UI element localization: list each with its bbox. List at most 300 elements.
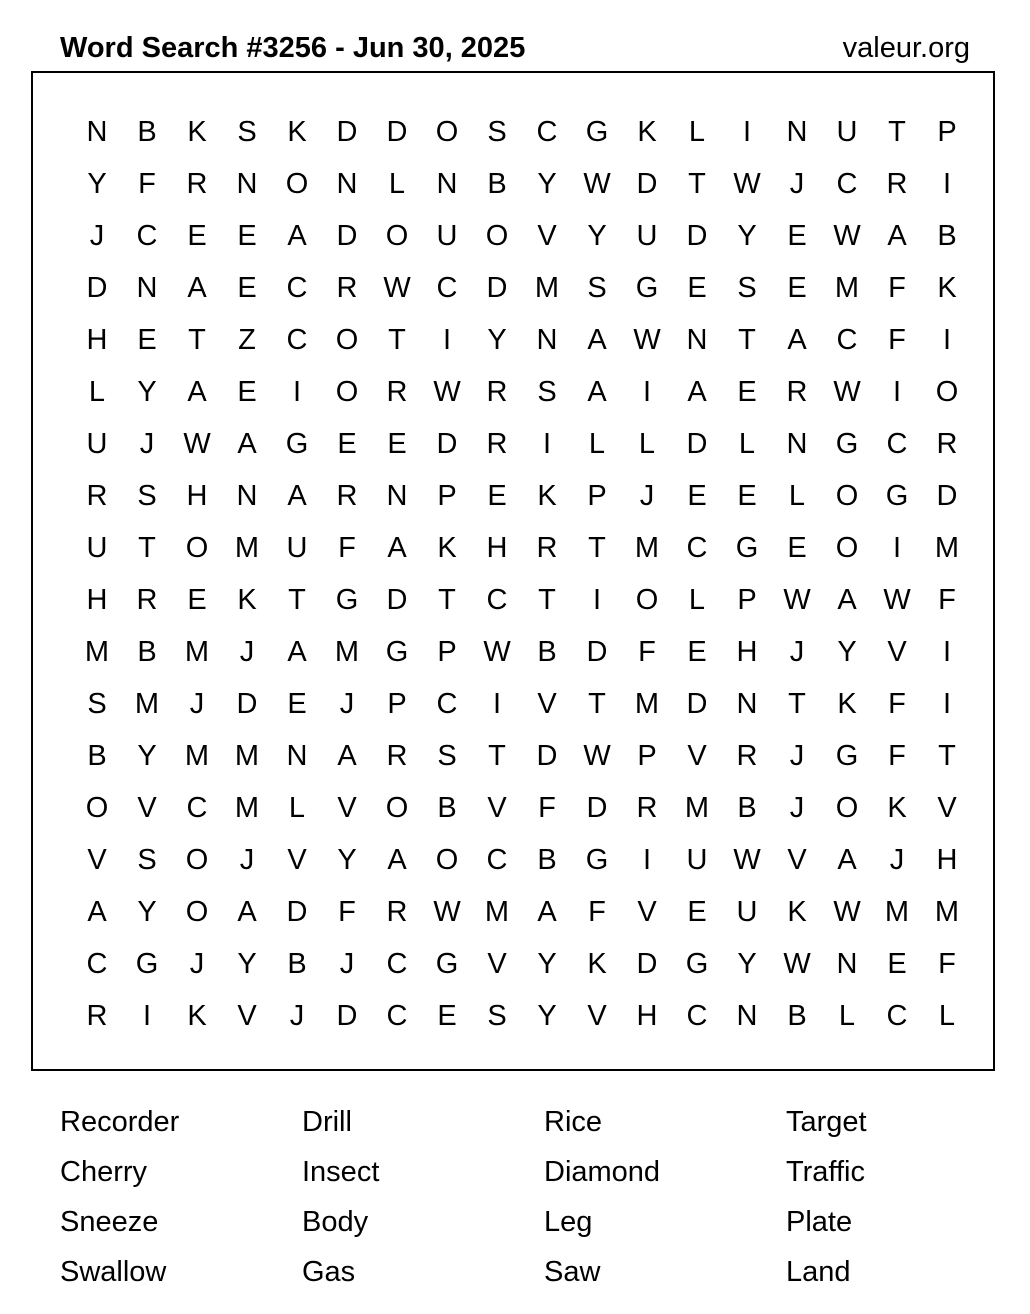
- grid-cell[interactable]: P: [437, 479, 457, 512]
- grid-cell[interactable]: T: [188, 323, 206, 356]
- grid-cell[interactable]: I: [292, 375, 302, 408]
- grid-cell[interactable]: B: [737, 791, 757, 824]
- grid-cell[interactable]: U: [836, 115, 858, 148]
- grid-cell[interactable]: H: [486, 531, 508, 564]
- grid-cell[interactable]: V: [137, 791, 157, 824]
- grid-cell[interactable]: O: [435, 843, 459, 876]
- grid-cell[interactable]: W: [583, 739, 611, 772]
- grid-cell[interactable]: N: [536, 323, 558, 356]
- grid-cell[interactable]: Y: [87, 167, 107, 200]
- grid-cell[interactable]: M: [134, 687, 160, 720]
- grid-cell[interactable]: T: [588, 531, 606, 564]
- grid-cell[interactable]: A: [387, 531, 407, 564]
- grid-cell[interactable]: E: [137, 323, 157, 356]
- grid-cell[interactable]: D: [586, 635, 608, 668]
- grid-cell[interactable]: S: [537, 375, 557, 408]
- grid-cell[interactable]: L: [388, 167, 406, 200]
- grid-cell[interactable]: W: [783, 583, 811, 616]
- grid-cell[interactable]: E: [787, 271, 807, 304]
- grid-cell[interactable]: T: [388, 323, 406, 356]
- grid-cell[interactable]: R: [736, 739, 758, 772]
- grid-cell[interactable]: N: [236, 479, 258, 512]
- grid-cell[interactable]: K: [887, 791, 907, 824]
- grid-cell[interactable]: E: [437, 999, 457, 1032]
- grid-cell[interactable]: R: [136, 583, 158, 616]
- grid-cell[interactable]: W: [383, 271, 411, 304]
- grid-cell[interactable]: J: [789, 739, 805, 772]
- grid-cell[interactable]: A: [237, 427, 257, 460]
- grid-cell[interactable]: C: [86, 947, 108, 980]
- grid-cell[interactable]: A: [287, 479, 307, 512]
- grid-cell[interactable]: Y: [737, 219, 757, 252]
- grid-cell[interactable]: R: [486, 427, 508, 460]
- grid-cell[interactable]: A: [187, 375, 207, 408]
- grid-cell[interactable]: N: [336, 167, 358, 200]
- grid-cell[interactable]: T: [538, 583, 556, 616]
- grid-cell[interactable]: M: [934, 895, 960, 928]
- grid-cell[interactable]: F: [888, 687, 906, 720]
- grid-cell[interactable]: K: [937, 271, 957, 304]
- grid-cell[interactable]: L: [738, 427, 756, 460]
- grid-cell[interactable]: E: [887, 947, 907, 980]
- grid-cell[interactable]: W: [583, 167, 611, 200]
- grid-cell[interactable]: R: [386, 375, 408, 408]
- grid-cell[interactable]: M: [934, 531, 960, 564]
- grid-cell[interactable]: D: [336, 999, 358, 1032]
- grid-cell[interactable]: S: [487, 115, 507, 148]
- grid-cell[interactable]: A: [837, 583, 857, 616]
- grid-cell[interactable]: S: [587, 271, 607, 304]
- grid-cell[interactable]: C: [536, 115, 558, 148]
- grid-cell[interactable]: T: [688, 167, 706, 200]
- grid-cell[interactable]: J: [189, 947, 205, 980]
- grid-cell[interactable]: A: [187, 271, 207, 304]
- grid-cell[interactable]: U: [286, 531, 308, 564]
- grid-cell[interactable]: A: [837, 843, 857, 876]
- grid-cell[interactable]: E: [387, 427, 407, 460]
- grid-cell[interactable]: P: [587, 479, 607, 512]
- grid-cell[interactable]: W: [183, 427, 211, 460]
- grid-cell[interactable]: M: [884, 895, 910, 928]
- grid-cell[interactable]: R: [86, 999, 108, 1032]
- grid-cell[interactable]: M: [484, 895, 510, 928]
- grid-cell[interactable]: W: [633, 323, 661, 356]
- grid-cell[interactable]: D: [636, 167, 658, 200]
- grid-cell[interactable]: R: [386, 739, 408, 772]
- grid-cell[interactable]: A: [537, 895, 557, 928]
- grid-cell[interactable]: S: [487, 999, 507, 1032]
- grid-cell[interactable]: C: [836, 167, 858, 200]
- grid-cell[interactable]: O: [185, 895, 209, 928]
- grid-cell[interactable]: G: [635, 271, 659, 304]
- grid-cell[interactable]: F: [638, 635, 656, 668]
- grid-cell[interactable]: D: [336, 219, 358, 252]
- grid-cell[interactable]: I: [942, 323, 952, 356]
- grid-cell[interactable]: B: [487, 167, 507, 200]
- grid-cell[interactable]: L: [638, 427, 656, 460]
- grid-cell[interactable]: G: [735, 531, 759, 564]
- grid-cell[interactable]: L: [288, 791, 306, 824]
- grid-cell[interactable]: O: [185, 531, 209, 564]
- grid-cell[interactable]: A: [687, 375, 707, 408]
- grid-cell[interactable]: F: [888, 323, 906, 356]
- grid-cell[interactable]: A: [887, 219, 907, 252]
- grid-cell[interactable]: L: [838, 999, 856, 1032]
- grid-cell[interactable]: Y: [737, 947, 757, 980]
- grid-cell[interactable]: M: [184, 635, 210, 668]
- grid-cell[interactable]: B: [287, 947, 307, 980]
- grid-cell[interactable]: L: [88, 375, 106, 408]
- grid-cell[interactable]: E: [287, 687, 307, 720]
- grid-cell[interactable]: C: [436, 687, 458, 720]
- grid-cell[interactable]: U: [736, 895, 758, 928]
- grid-cell[interactable]: L: [688, 583, 706, 616]
- grid-cell[interactable]: F: [338, 531, 356, 564]
- grid-cell[interactable]: W: [833, 375, 861, 408]
- grid-cell[interactable]: W: [833, 219, 861, 252]
- grid-cell[interactable]: I: [892, 531, 902, 564]
- grid-cell[interactable]: R: [186, 167, 208, 200]
- grid-cell[interactable]: M: [234, 739, 260, 772]
- grid-cell[interactable]: W: [783, 947, 811, 980]
- grid-cell[interactable]: I: [942, 687, 952, 720]
- grid-cell[interactable]: S: [437, 739, 457, 772]
- grid-cell[interactable]: N: [836, 947, 858, 980]
- grid-cell[interactable]: F: [588, 895, 606, 928]
- grid-cell[interactable]: Y: [237, 947, 257, 980]
- grid-cell[interactable]: B: [787, 999, 807, 1032]
- grid-cell[interactable]: V: [887, 635, 907, 668]
- grid-cell[interactable]: E: [737, 479, 757, 512]
- grid-cell[interactable]: M: [834, 271, 860, 304]
- grid-cell[interactable]: O: [485, 219, 509, 252]
- grid-cell[interactable]: D: [536, 739, 558, 772]
- grid-cell[interactable]: R: [786, 375, 808, 408]
- grid-cell[interactable]: R: [336, 479, 358, 512]
- grid-cell[interactable]: J: [789, 791, 805, 824]
- grid-cell[interactable]: K: [537, 479, 557, 512]
- grid-cell[interactable]: H: [636, 999, 658, 1032]
- grid-cell[interactable]: E: [787, 531, 807, 564]
- grid-cell[interactable]: B: [437, 791, 457, 824]
- grid-cell[interactable]: N: [736, 687, 758, 720]
- grid-cell[interactable]: L: [938, 999, 956, 1032]
- grid-cell[interactable]: G: [835, 427, 859, 460]
- grid-cell[interactable]: R: [536, 531, 558, 564]
- grid-cell[interactable]: W: [433, 895, 461, 928]
- grid-cell[interactable]: I: [592, 583, 602, 616]
- grid-cell[interactable]: H: [86, 583, 108, 616]
- grid-cell[interactable]: T: [888, 115, 906, 148]
- grid-cell[interactable]: O: [935, 375, 959, 408]
- grid-cell[interactable]: F: [938, 583, 956, 616]
- grid-cell[interactable]: P: [637, 739, 657, 772]
- grid-cell[interactable]: G: [585, 843, 609, 876]
- grid-cell[interactable]: E: [187, 219, 207, 252]
- grid-cell[interactable]: C: [486, 583, 508, 616]
- grid-cell[interactable]: B: [87, 739, 107, 772]
- grid-cell[interactable]: E: [337, 427, 357, 460]
- grid-cell[interactable]: J: [639, 479, 655, 512]
- grid-cell[interactable]: B: [537, 843, 557, 876]
- grid-cell[interactable]: M: [84, 635, 110, 668]
- grid-cell[interactable]: G: [335, 583, 359, 616]
- grid-cell[interactable]: E: [187, 583, 207, 616]
- grid-cell[interactable]: E: [687, 635, 707, 668]
- grid-cell[interactable]: E: [737, 375, 757, 408]
- grid-cell[interactable]: I: [642, 843, 652, 876]
- grid-cell[interactable]: G: [685, 947, 709, 980]
- grid-cell[interactable]: C: [686, 999, 708, 1032]
- grid-cell[interactable]: E: [487, 479, 507, 512]
- grid-cell[interactable]: N: [786, 427, 808, 460]
- grid-cell[interactable]: N: [386, 479, 408, 512]
- grid-cell[interactable]: J: [889, 843, 905, 876]
- grid-cell[interactable]: Y: [137, 895, 157, 928]
- grid-cell[interactable]: F: [338, 895, 356, 928]
- grid-cell[interactable]: J: [339, 687, 355, 720]
- grid-cell[interactable]: V: [937, 791, 957, 824]
- grid-cell[interactable]: S: [737, 271, 757, 304]
- grid-cell[interactable]: Y: [537, 167, 557, 200]
- grid-cell[interactable]: K: [187, 115, 207, 148]
- grid-cell[interactable]: A: [237, 895, 257, 928]
- grid-cell[interactable]: F: [938, 947, 956, 980]
- grid-cell[interactable]: A: [337, 739, 357, 772]
- grid-cell[interactable]: O: [835, 531, 859, 564]
- grid-cell[interactable]: Y: [137, 739, 157, 772]
- grid-cell[interactable]: D: [236, 687, 258, 720]
- grid-cell[interactable]: J: [789, 167, 805, 200]
- grid-cell[interactable]: D: [386, 115, 408, 148]
- grid-cell[interactable]: V: [787, 843, 807, 876]
- grid-cell[interactable]: N: [286, 739, 308, 772]
- grid-cell[interactable]: O: [835, 479, 859, 512]
- grid-cell[interactable]: R: [86, 479, 108, 512]
- grid-cell[interactable]: O: [85, 791, 109, 824]
- grid-cell[interactable]: D: [486, 271, 508, 304]
- grid-cell[interactable]: L: [588, 427, 606, 460]
- grid-cell[interactable]: I: [442, 323, 452, 356]
- grid-cell[interactable]: M: [534, 271, 560, 304]
- grid-cell[interactable]: R: [336, 271, 358, 304]
- grid-cell[interactable]: R: [386, 895, 408, 928]
- grid-cell[interactable]: H: [936, 843, 958, 876]
- grid-cell[interactable]: E: [687, 479, 707, 512]
- grid-cell[interactable]: O: [335, 323, 359, 356]
- grid-cell[interactable]: P: [437, 635, 457, 668]
- grid-cell[interactable]: G: [585, 115, 609, 148]
- grid-cell[interactable]: A: [287, 219, 307, 252]
- grid-cell[interactable]: W: [883, 583, 911, 616]
- grid-cell[interactable]: A: [87, 895, 107, 928]
- grid-cell[interactable]: C: [486, 843, 508, 876]
- grid-cell[interactable]: J: [239, 635, 255, 668]
- grid-cell[interactable]: P: [737, 583, 757, 616]
- grid-cell[interactable]: E: [787, 219, 807, 252]
- grid-cell[interactable]: B: [137, 115, 157, 148]
- grid-cell[interactable]: H: [86, 323, 108, 356]
- grid-cell[interactable]: G: [835, 739, 859, 772]
- grid-cell[interactable]: W: [733, 843, 761, 876]
- grid-cell[interactable]: N: [86, 115, 108, 148]
- grid-cell[interactable]: D: [686, 687, 708, 720]
- grid-cell[interactable]: U: [86, 531, 108, 564]
- grid-cell[interactable]: O: [835, 791, 859, 824]
- grid-cell[interactable]: D: [636, 947, 658, 980]
- grid-cell[interactable]: Y: [537, 947, 557, 980]
- grid-cell[interactable]: T: [588, 687, 606, 720]
- grid-cell[interactable]: W: [483, 635, 511, 668]
- grid-cell[interactable]: O: [185, 843, 209, 876]
- grid-cell[interactable]: T: [938, 739, 956, 772]
- grid-cell[interactable]: J: [239, 843, 255, 876]
- grid-cell[interactable]: K: [237, 583, 257, 616]
- grid-cell[interactable]: Y: [587, 219, 607, 252]
- grid-cell[interactable]: W: [733, 167, 761, 200]
- grid-cell[interactable]: P: [937, 115, 957, 148]
- grid-cell[interactable]: C: [386, 999, 408, 1032]
- grid-cell[interactable]: V: [237, 999, 257, 1032]
- grid-cell[interactable]: Y: [537, 999, 557, 1032]
- grid-cell[interactable]: L: [788, 479, 806, 512]
- grid-cell[interactable]: C: [836, 323, 858, 356]
- grid-cell[interactable]: M: [234, 791, 260, 824]
- grid-cell[interactable]: R: [886, 167, 908, 200]
- grid-cell[interactable]: O: [385, 219, 409, 252]
- grid-cell[interactable]: V: [637, 895, 657, 928]
- grid-cell[interactable]: T: [738, 323, 756, 356]
- grid-cell[interactable]: V: [337, 791, 357, 824]
- grid-cell[interactable]: B: [937, 219, 957, 252]
- grid-cell[interactable]: V: [87, 843, 107, 876]
- grid-cell[interactable]: O: [335, 375, 359, 408]
- grid-cell[interactable]: E: [237, 271, 257, 304]
- grid-cell[interactable]: J: [89, 219, 105, 252]
- grid-cell[interactable]: G: [385, 635, 409, 668]
- grid-cell[interactable]: K: [787, 895, 807, 928]
- grid-cell[interactable]: P: [387, 687, 407, 720]
- grid-cell[interactable]: R: [486, 375, 508, 408]
- grid-cell[interactable]: V: [487, 791, 507, 824]
- grid-cell[interactable]: R: [936, 427, 958, 460]
- grid-cell[interactable]: V: [487, 947, 507, 980]
- grid-cell[interactable]: E: [687, 895, 707, 928]
- grid-cell[interactable]: D: [686, 219, 708, 252]
- grid-cell[interactable]: O: [385, 791, 409, 824]
- grid-cell[interactable]: A: [587, 375, 607, 408]
- grid-cell[interactable]: T: [288, 583, 306, 616]
- grid-cell[interactable]: A: [587, 323, 607, 356]
- grid-cell[interactable]: C: [886, 427, 908, 460]
- grid-cell[interactable]: E: [237, 375, 257, 408]
- grid-cell[interactable]: Y: [837, 635, 857, 668]
- grid-cell[interactable]: K: [587, 947, 607, 980]
- grid-cell[interactable]: F: [138, 167, 156, 200]
- grid-cell[interactable]: G: [435, 947, 459, 980]
- grid-cell[interactable]: A: [287, 635, 307, 668]
- grid-cell[interactable]: O: [285, 167, 309, 200]
- grid-cell[interactable]: I: [142, 999, 152, 1032]
- grid-cell[interactable]: V: [587, 999, 607, 1032]
- grid-cell[interactable]: B: [537, 635, 557, 668]
- grid-cell[interactable]: M: [234, 531, 260, 564]
- grid-cell[interactable]: C: [686, 531, 708, 564]
- grid-cell[interactable]: Y: [337, 843, 357, 876]
- grid-cell[interactable]: W: [433, 375, 461, 408]
- grid-cell[interactable]: W: [833, 895, 861, 928]
- grid-cell[interactable]: T: [438, 583, 456, 616]
- grid-cell[interactable]: V: [537, 687, 557, 720]
- grid-cell[interactable]: I: [492, 687, 502, 720]
- grid-cell[interactable]: U: [636, 219, 658, 252]
- grid-cell[interactable]: C: [386, 947, 408, 980]
- grid-cell[interactable]: C: [286, 323, 308, 356]
- grid-cell[interactable]: E: [687, 271, 707, 304]
- grid-cell[interactable]: Y: [137, 375, 157, 408]
- grid-cell[interactable]: N: [136, 271, 158, 304]
- grid-cell[interactable]: T: [488, 739, 506, 772]
- grid-cell[interactable]: A: [787, 323, 807, 356]
- grid-cell[interactable]: S: [237, 115, 257, 148]
- grid-cell[interactable]: D: [936, 479, 958, 512]
- grid-cell[interactable]: I: [942, 167, 952, 200]
- grid-cell[interactable]: H: [186, 479, 208, 512]
- grid-cell[interactable]: D: [386, 583, 408, 616]
- grid-cell[interactable]: K: [637, 115, 657, 148]
- grid-cell[interactable]: G: [285, 427, 309, 460]
- grid-cell[interactable]: F: [538, 791, 556, 824]
- grid-cell[interactable]: T: [138, 531, 156, 564]
- grid-cell[interactable]: C: [286, 271, 308, 304]
- grid-cell[interactable]: U: [86, 427, 108, 460]
- grid-cell[interactable]: C: [886, 999, 908, 1032]
- grid-cell[interactable]: O: [435, 115, 459, 148]
- grid-cell[interactable]: T: [788, 687, 806, 720]
- grid-cell[interactable]: C: [136, 219, 158, 252]
- grid-cell[interactable]: N: [686, 323, 708, 356]
- grid-cell[interactable]: J: [189, 687, 205, 720]
- grid-cell[interactable]: U: [436, 219, 458, 252]
- grid-cell[interactable]: F: [888, 271, 906, 304]
- grid-cell[interactable]: I: [742, 115, 752, 148]
- grid-cell[interactable]: D: [286, 895, 308, 928]
- grid-cell[interactable]: K: [437, 531, 457, 564]
- grid-cell[interactable]: N: [236, 167, 258, 200]
- grid-cell[interactable]: D: [586, 791, 608, 824]
- grid-cell[interactable]: S: [137, 843, 157, 876]
- grid-cell[interactable]: D: [436, 427, 458, 460]
- grid-cell[interactable]: K: [837, 687, 857, 720]
- grid-cell[interactable]: V: [287, 843, 307, 876]
- grid-cell[interactable]: V: [537, 219, 557, 252]
- grid-cell[interactable]: J: [289, 999, 305, 1032]
- grid-cell[interactable]: F: [888, 739, 906, 772]
- grid-cell[interactable]: Y: [487, 323, 507, 356]
- grid-cell[interactable]: B: [137, 635, 157, 668]
- grid-cell[interactable]: E: [237, 219, 257, 252]
- grid-cell[interactable]: S: [87, 687, 107, 720]
- grid-cell[interactable]: I: [642, 375, 652, 408]
- grid-cell[interactable]: R: [636, 791, 658, 824]
- grid-cell[interactable]: J: [789, 635, 805, 668]
- grid-cell[interactable]: G: [135, 947, 159, 980]
- grid-cell[interactable]: J: [339, 947, 355, 980]
- grid-cell[interactable]: N: [436, 167, 458, 200]
- grid-cell[interactable]: M: [684, 791, 710, 824]
- grid-cell[interactable]: J: [139, 427, 155, 460]
- grid-cell[interactable]: H: [736, 635, 758, 668]
